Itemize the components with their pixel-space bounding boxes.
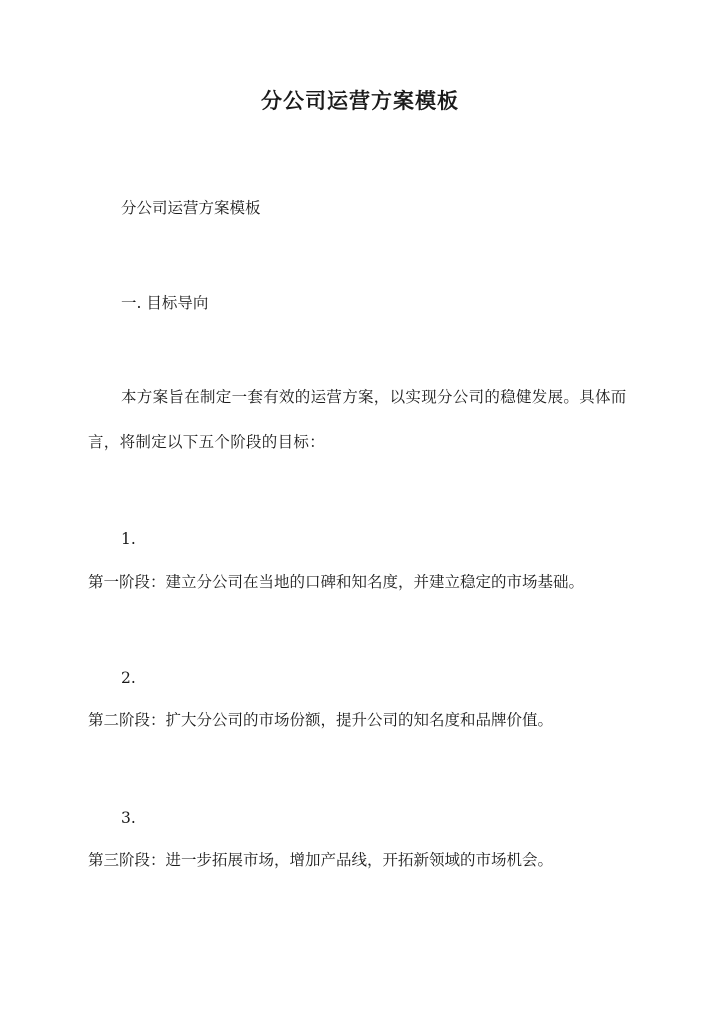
list-item-text: 第一阶段：建立分公司在当地的口碑和知名度，并建立稳定的市场基础。 bbox=[88, 573, 585, 591]
document-title: 分公司运营方案模板 bbox=[261, 88, 459, 113]
list-item-number: 2. bbox=[121, 669, 136, 687]
list-item-text: 第三阶段：进一步拓展市场，增加产品线，开拓新领域的市场机会。 bbox=[88, 851, 554, 869]
list-item-number: 3. bbox=[121, 809, 136, 827]
intro-paragraph: 本方案旨在制定一套有效的运营方案，以实现分公司的稳健发展。具体而言，将制定以下五个阶段的目标： bbox=[88, 388, 627, 451]
list-item-text: 第二阶段：扩大分公司的市场份额，提升公司的知名度和品牌价值。 bbox=[88, 711, 554, 729]
list-item-number: 1. bbox=[121, 530, 136, 548]
document-subtitle: 分公司运营方案模板 bbox=[121, 199, 261, 217]
section-heading: 一. 目标导向 bbox=[121, 294, 209, 312]
